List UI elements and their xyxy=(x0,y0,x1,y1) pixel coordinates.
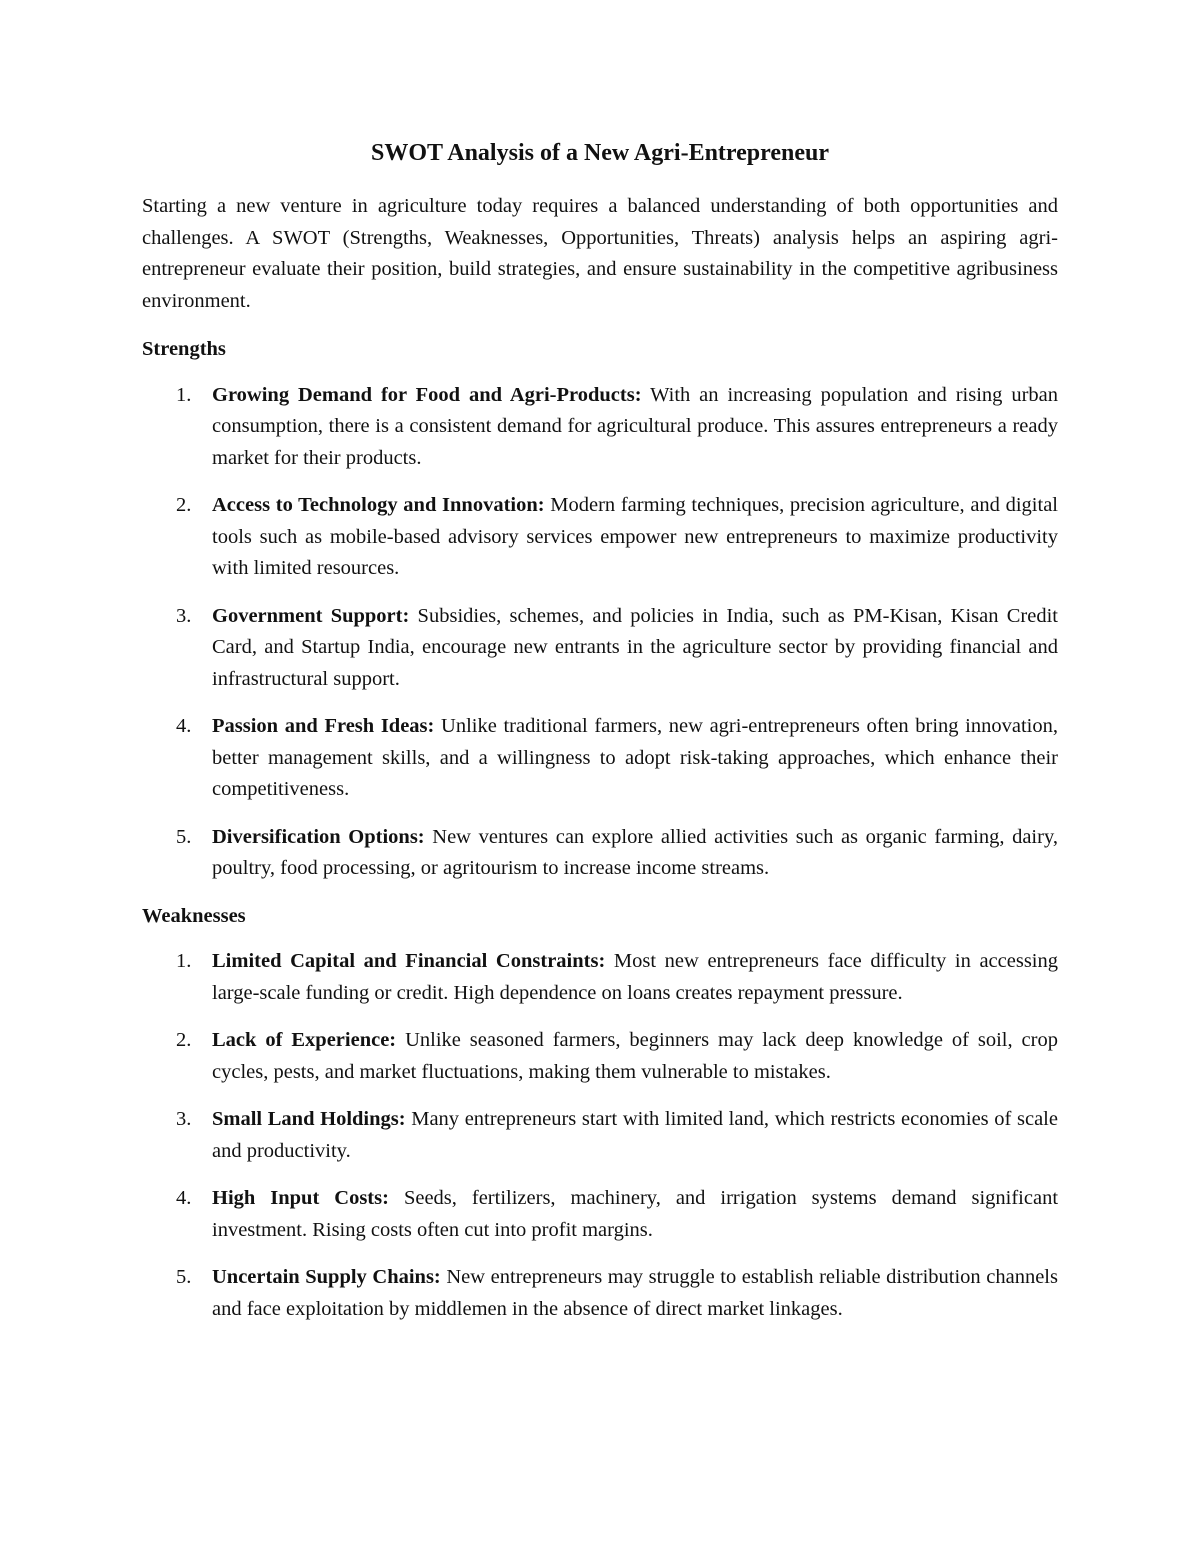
section-heading: Weaknesses xyxy=(142,904,246,927)
item-text: Unlike seasoned farmers, beginners may lack deep knowledge of soil, crop cycles, pests, and market fluctuations, making them vulnerable to mistakes. xyxy=(212,1029,1058,1083)
item-text: New entrepreneurs may struggle to establish reliable distribution channels and face exploitation by middlemen in the absence of direct market linkages. xyxy=(212,1266,1058,1320)
list-item xyxy=(142,380,1058,475)
item-text: Modern farming techniques, precision agriculture, and digital tools such as mobile-based advisory services empower new entrepreneurs to maximize productivity with limited resources. xyxy=(212,494,1058,580)
item-number: 2. xyxy=(176,1029,192,1052)
document-title: SWOT Analysis of a New Agri-Entrepreneur xyxy=(370,140,830,166)
item-number: 4. xyxy=(176,1187,192,1210)
item-number: 5. xyxy=(176,1266,192,1289)
list-item xyxy=(142,1104,1058,1167)
weaknesses-list xyxy=(142,946,1058,1325)
section-heading: Strengths xyxy=(142,338,226,361)
section-weaknesses xyxy=(142,901,1058,1326)
item-number: 2. xyxy=(176,494,192,517)
section-strengths xyxy=(142,334,1058,885)
item-term: High Input Costs: xyxy=(212,1187,389,1210)
item-term: Growing Demand for Food and Agri-Products: xyxy=(212,383,642,406)
strengths-list xyxy=(142,380,1058,885)
item-number: 1. xyxy=(176,950,192,973)
list-item xyxy=(142,946,1058,1009)
list-item xyxy=(142,490,1058,585)
item-number: 3. xyxy=(176,1108,192,1131)
item-number: 4. xyxy=(176,715,192,738)
list-item xyxy=(142,822,1058,885)
item-term: Government Support: xyxy=(212,604,410,627)
item-text: Many entrepreneurs start with limited land, which restricts economies of scale and productivity. xyxy=(212,1108,1058,1162)
document-page xyxy=(142,138,1058,1341)
item-number: 1. xyxy=(176,383,192,406)
item-term: Diversification Options: xyxy=(212,825,425,848)
item-term: Lack of Experience: xyxy=(212,1029,397,1052)
list-item xyxy=(142,601,1058,696)
item-text: New ventures can explore allied activities such as organic farming, dairy, poultry, food processing, or agritourism to increase income streams. xyxy=(212,825,1058,880)
item-text: With an increasing population and rising urban consumption, there is a consistent demand for agricultural produce. This assures entrepreneurs a ready market for their products. xyxy=(212,383,1058,469)
list-item xyxy=(142,1262,1058,1325)
item-text: Seeds, fertilizers, machinery, and irrigation systems demand significant investment. Rising costs often cut into profit margins. xyxy=(212,1187,1059,1241)
item-term: Limited Capital and Financial Constraints: xyxy=(212,950,606,973)
item-term: Access to Technology and Innovation: xyxy=(212,494,545,517)
item-term: Small Land Holdings: xyxy=(212,1108,406,1131)
item-number: 3. xyxy=(176,604,192,627)
list-item xyxy=(142,1025,1058,1088)
list-item xyxy=(142,711,1058,806)
intro-paragraph: Starting a new venture in agriculture today requires a balanced understanding of both opportunities and challenges. A SWOT (Strengths, Weaknesses, Opportunities, Threats) analysis helps an aspiring agri-entrepreneur evaluate their position, build strategies, and ensure sustainability in the competitive agribusiness environment. xyxy=(142,195,1058,312)
item-term: Passion and Fresh Ideas: xyxy=(212,715,435,738)
item-text: Subsidies, schemes, and policies in India, such as PM-Kisan, Kisan Credit Card, and Startup India, encourage new entrants in the agriculture sector by providing financial and infrastructural support. xyxy=(212,604,1058,690)
item-term: Uncertain Supply Chains: xyxy=(212,1266,441,1289)
item-number: 5. xyxy=(176,825,192,848)
item-text: Unlike traditional farmers, new agri-entrepreneurs often bring innovation, better management skills, and a willingness to adopt risk-taking approaches, which enhance their competitiveness. xyxy=(212,715,1058,801)
item-text: Most new entrepreneurs face difficulty in accessing large-scale funding or credit. High dependence on loans creates repayment pressure. xyxy=(212,950,1058,1004)
list-item xyxy=(142,1183,1058,1246)
